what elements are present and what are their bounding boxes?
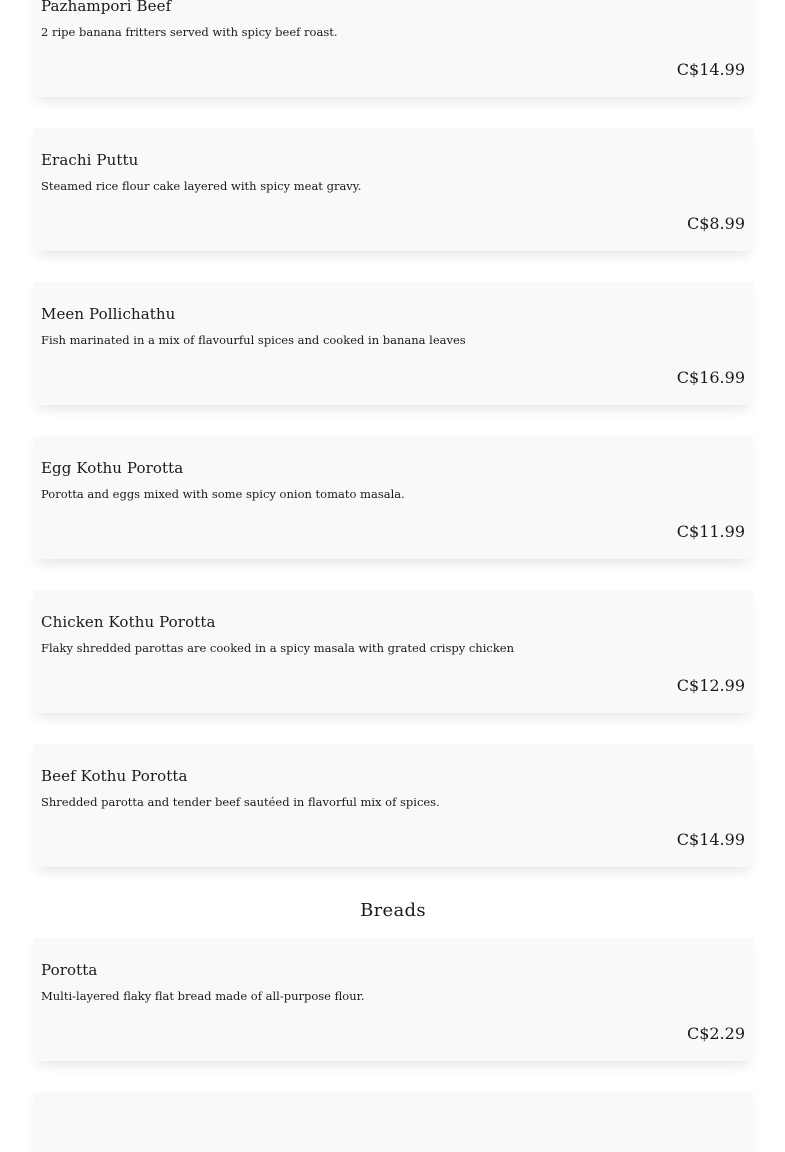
menu-item-name: Pazhampori Beef: [41, 0, 172, 15]
menu-item-card[interactable]: [33, 744, 753, 867]
menu-item-name: Porotta: [41, 961, 98, 979]
menu-item-card[interactable]: [33, 128, 753, 251]
menu-item-description: Porotta and eggs mixed with some spicy onion tomato masala.: [41, 487, 405, 501]
menu-item-price: C$14.99: [676, 830, 745, 849]
section-title-breads: Breads: [360, 900, 426, 921]
menu-item-card[interactable]: [33, 282, 753, 405]
menu-item-name: Meen Pollichathu: [41, 305, 176, 323]
menu-item-description: Flaky shredded parottas are cooked in a spicy masala with grated crispy chicken: [41, 641, 515, 655]
menu-item-price: C$14.99: [676, 60, 745, 79]
menu-item-card[interactable]: [33, 590, 753, 713]
menu-item-description: 2 ripe banana fritters served with spicy beef roast.: [41, 25, 338, 39]
menu-item-card[interactable]: [33, 938, 753, 1061]
menu-item-card[interactable]: [33, 436, 753, 559]
menu-item-name: Egg Kothu Porotta: [41, 459, 184, 477]
menu-item-price: C$2.29: [686, 1024, 745, 1043]
menu-list: [33, 0, 753, 1152]
menu-item-card[interactable]: [33, 0, 753, 97]
menu-item-description: Shredded parotta and tender beef sautéed in flavorful mix of spices.: [41, 795, 440, 809]
menu-item-price: C$16.99: [676, 368, 745, 387]
menu-item-price: C$8.99: [686, 214, 745, 233]
menu-item-card-partial[interactable]: [33, 1092, 753, 1152]
menu-item-description: Steamed rice flour cake layered with spicy meat gravy.: [41, 179, 362, 193]
menu-item-name: Chicken Kothu Porotta: [41, 613, 216, 631]
menu-item-name: Erachi Puttu: [41, 151, 139, 169]
menu-item-name: Beef Kothu Porotta: [41, 767, 188, 785]
menu-item-price: C$11.99: [676, 522, 745, 541]
menu-item-price: C$12.99: [676, 676, 745, 695]
menu-item-description: Fish marinated in a mix of flavourful spices and cooked in banana leaves: [41, 333, 466, 347]
menu-item-description: Multi-layered flaky flat bread made of all-purpose flour.: [41, 989, 365, 1003]
